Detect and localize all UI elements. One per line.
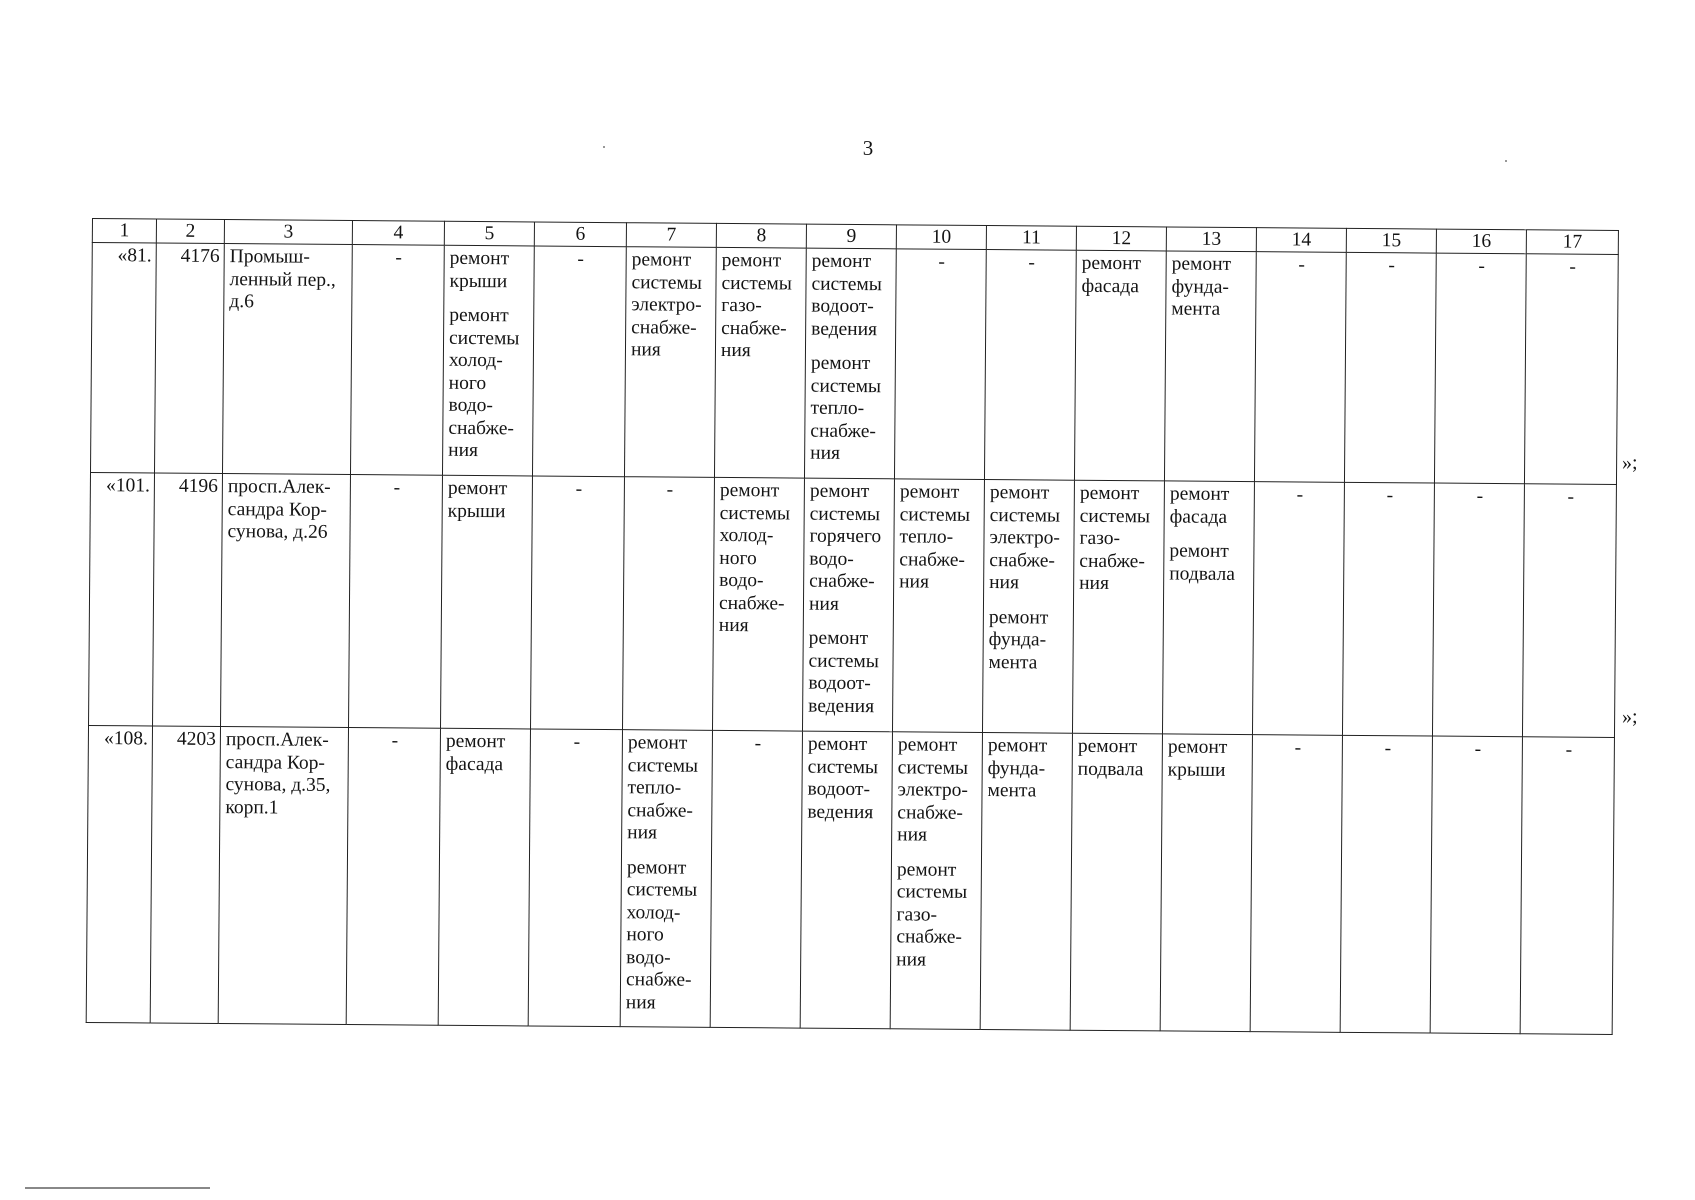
work-cell-12 bbox=[1072, 480, 1164, 734]
work-item: ремонт системы холод-ного водо-снабже-ния bbox=[625, 856, 698, 1013]
work-cell-5 bbox=[441, 475, 533, 729]
column-header-11: 11 bbox=[986, 226, 1076, 251]
column-header-17: 17 bbox=[1526, 230, 1618, 255]
work-item: ремонт фунда-мента bbox=[1171, 253, 1232, 320]
work-cell-11 bbox=[982, 480, 1074, 734]
work-item: ремонт системы электро-снабже-ния bbox=[630, 249, 702, 361]
table-row bbox=[86, 725, 1614, 1034]
work-cell-10 bbox=[892, 479, 984, 733]
address-cell: Промыш-ленный пер., д.6 bbox=[222, 244, 352, 475]
work-item: ремонт системы водоот-ведения bbox=[807, 733, 879, 823]
work-item: ремонт фасада bbox=[1081, 252, 1142, 297]
address-cell: просп.Алек-сандра Кор-сунова, д.35, корп.1 bbox=[218, 727, 348, 1025]
work-cell-8 bbox=[712, 477, 804, 731]
work-cell-6: - bbox=[528, 729, 622, 1027]
work-cell-13 bbox=[1160, 734, 1252, 1032]
work-cell-7 bbox=[620, 730, 712, 1028]
building-code-cell: 4203 bbox=[150, 726, 220, 1024]
work-cell-14: - bbox=[1250, 735, 1342, 1033]
work-cell-5 bbox=[438, 728, 530, 1026]
column-header-14: 14 bbox=[1256, 228, 1346, 253]
building-code-cell: 4196 bbox=[153, 473, 223, 727]
work-cell-15: - bbox=[1340, 735, 1432, 1033]
work-item: ремонт системы холод-ного водо-снабже-ния bbox=[718, 479, 791, 637]
work-item: ремонт системы газо-снабже-ния bbox=[896, 858, 968, 971]
column-header-15: 15 bbox=[1346, 228, 1436, 253]
scan-artifact-line bbox=[25, 1187, 210, 1189]
work-cell-16: - bbox=[1430, 736, 1522, 1034]
address-cell: просп.Алек-сандра Кор-сунова, д.26 bbox=[221, 474, 351, 728]
work-cell-16: - bbox=[1432, 483, 1524, 737]
work-item: ремонт крыши bbox=[449, 247, 510, 292]
work-item: ремонт фунда-мента bbox=[987, 735, 1048, 802]
work-cell-10 bbox=[890, 732, 982, 1030]
work-cell-17: - bbox=[1522, 484, 1616, 738]
work-cell-17: - bbox=[1520, 737, 1614, 1035]
work-cell-15: - bbox=[1344, 252, 1436, 483]
work-item: ремонт крыши bbox=[1167, 736, 1228, 781]
row-number-cell: «101. bbox=[89, 472, 155, 725]
work-item: ремонт системы тепло-снабже-ния bbox=[899, 481, 971, 593]
column-header-10: 10 bbox=[896, 225, 986, 250]
column-header-7: 7 bbox=[626, 223, 716, 248]
work-item: ремонт системы электро-снабже-ния bbox=[989, 482, 1061, 594]
work-item: ремонт подвала bbox=[1169, 540, 1236, 585]
column-header-3: 3 bbox=[224, 220, 352, 245]
work-item: ремонт системы газо-снабже-ния bbox=[1079, 482, 1151, 594]
work-item: ремонт крыши bbox=[447, 477, 508, 522]
work-cell-13 bbox=[1162, 481, 1254, 735]
work-cell-4: - bbox=[346, 728, 440, 1026]
work-item: ремонт системы тепло-снабже-ния bbox=[627, 732, 699, 844]
work-cell-14: - bbox=[1252, 482, 1344, 736]
work-item: ремонт системы тепло-снабже-ния bbox=[810, 352, 882, 464]
work-cell-12 bbox=[1070, 733, 1162, 1031]
page-number: 3 bbox=[862, 136, 874, 160]
scan-speck bbox=[1505, 160, 1507, 162]
table-body bbox=[86, 243, 1618, 1035]
work-cell-11: - bbox=[984, 250, 1076, 481]
work-item: ремонт системы газо-снабже-ния bbox=[720, 249, 792, 362]
table-row bbox=[89, 472, 1617, 737]
column-header-9: 9 bbox=[806, 224, 896, 249]
work-cell-9 bbox=[802, 478, 894, 732]
work-cell-4: - bbox=[349, 475, 443, 729]
column-header-5: 5 bbox=[444, 221, 534, 246]
work-cell-10: - bbox=[894, 249, 986, 480]
work-cell-8: - bbox=[710, 730, 802, 1028]
column-header-12: 12 bbox=[1076, 226, 1166, 251]
column-header-4: 4 bbox=[352, 221, 444, 246]
work-item: ремонт системы водоот-ведения bbox=[811, 250, 882, 340]
row-end-mark: »; bbox=[1622, 452, 1638, 474]
work-item: ремонт фасада bbox=[445, 730, 506, 775]
work-item: ремонт подвала bbox=[1077, 735, 1144, 780]
work-cell-16: - bbox=[1434, 253, 1526, 484]
row-end-mark: »; bbox=[1622, 706, 1638, 728]
work-item: ремонт системы водоот-ведения bbox=[808, 627, 880, 717]
work-cell-6: - bbox=[531, 476, 625, 730]
work-item: ремонт системы холод-ного водо-снабже-ния bbox=[448, 304, 520, 462]
work-cell-14: - bbox=[1254, 252, 1346, 483]
row-number-cell: «108. bbox=[86, 725, 152, 1022]
work-cell-4: - bbox=[350, 245, 444, 476]
work-cell-13 bbox=[1164, 251, 1256, 482]
work-cell-7: - bbox=[622, 477, 714, 731]
work-item: ремонт системы электро-снабже-ния bbox=[897, 734, 969, 846]
work-cell-15: - bbox=[1342, 482, 1434, 736]
work-cell-8 bbox=[714, 247, 806, 478]
row-number-cell: «81. bbox=[91, 243, 157, 473]
work-cell-9 bbox=[804, 248, 896, 479]
work-cell-11 bbox=[980, 733, 1072, 1031]
building-code-cell: 4176 bbox=[154, 243, 224, 474]
work-cell-6: - bbox=[532, 246, 626, 477]
scan-speck bbox=[603, 146, 605, 148]
column-header-16: 16 bbox=[1436, 229, 1526, 254]
work-cell-17: - bbox=[1524, 254, 1618, 485]
work-cell-5 bbox=[442, 245, 534, 476]
work-item: ремонт фасада bbox=[1169, 483, 1230, 528]
column-header-2: 2 bbox=[156, 219, 224, 244]
work-cell-7 bbox=[624, 247, 716, 478]
repair-schedule-table bbox=[86, 218, 1619, 1035]
work-cell-12 bbox=[1074, 250, 1166, 481]
column-header-6: 6 bbox=[534, 222, 626, 247]
column-header-8: 8 bbox=[716, 223, 806, 248]
column-header-13: 13 bbox=[1166, 227, 1256, 252]
column-header-1: 1 bbox=[92, 219, 156, 244]
work-item: ремонт фунда-мента bbox=[988, 606, 1049, 673]
table-row bbox=[91, 243, 1619, 485]
work-item: ремонт системы горячего водо-снабже-ния bbox=[808, 480, 882, 615]
work-cell-9 bbox=[800, 731, 892, 1029]
